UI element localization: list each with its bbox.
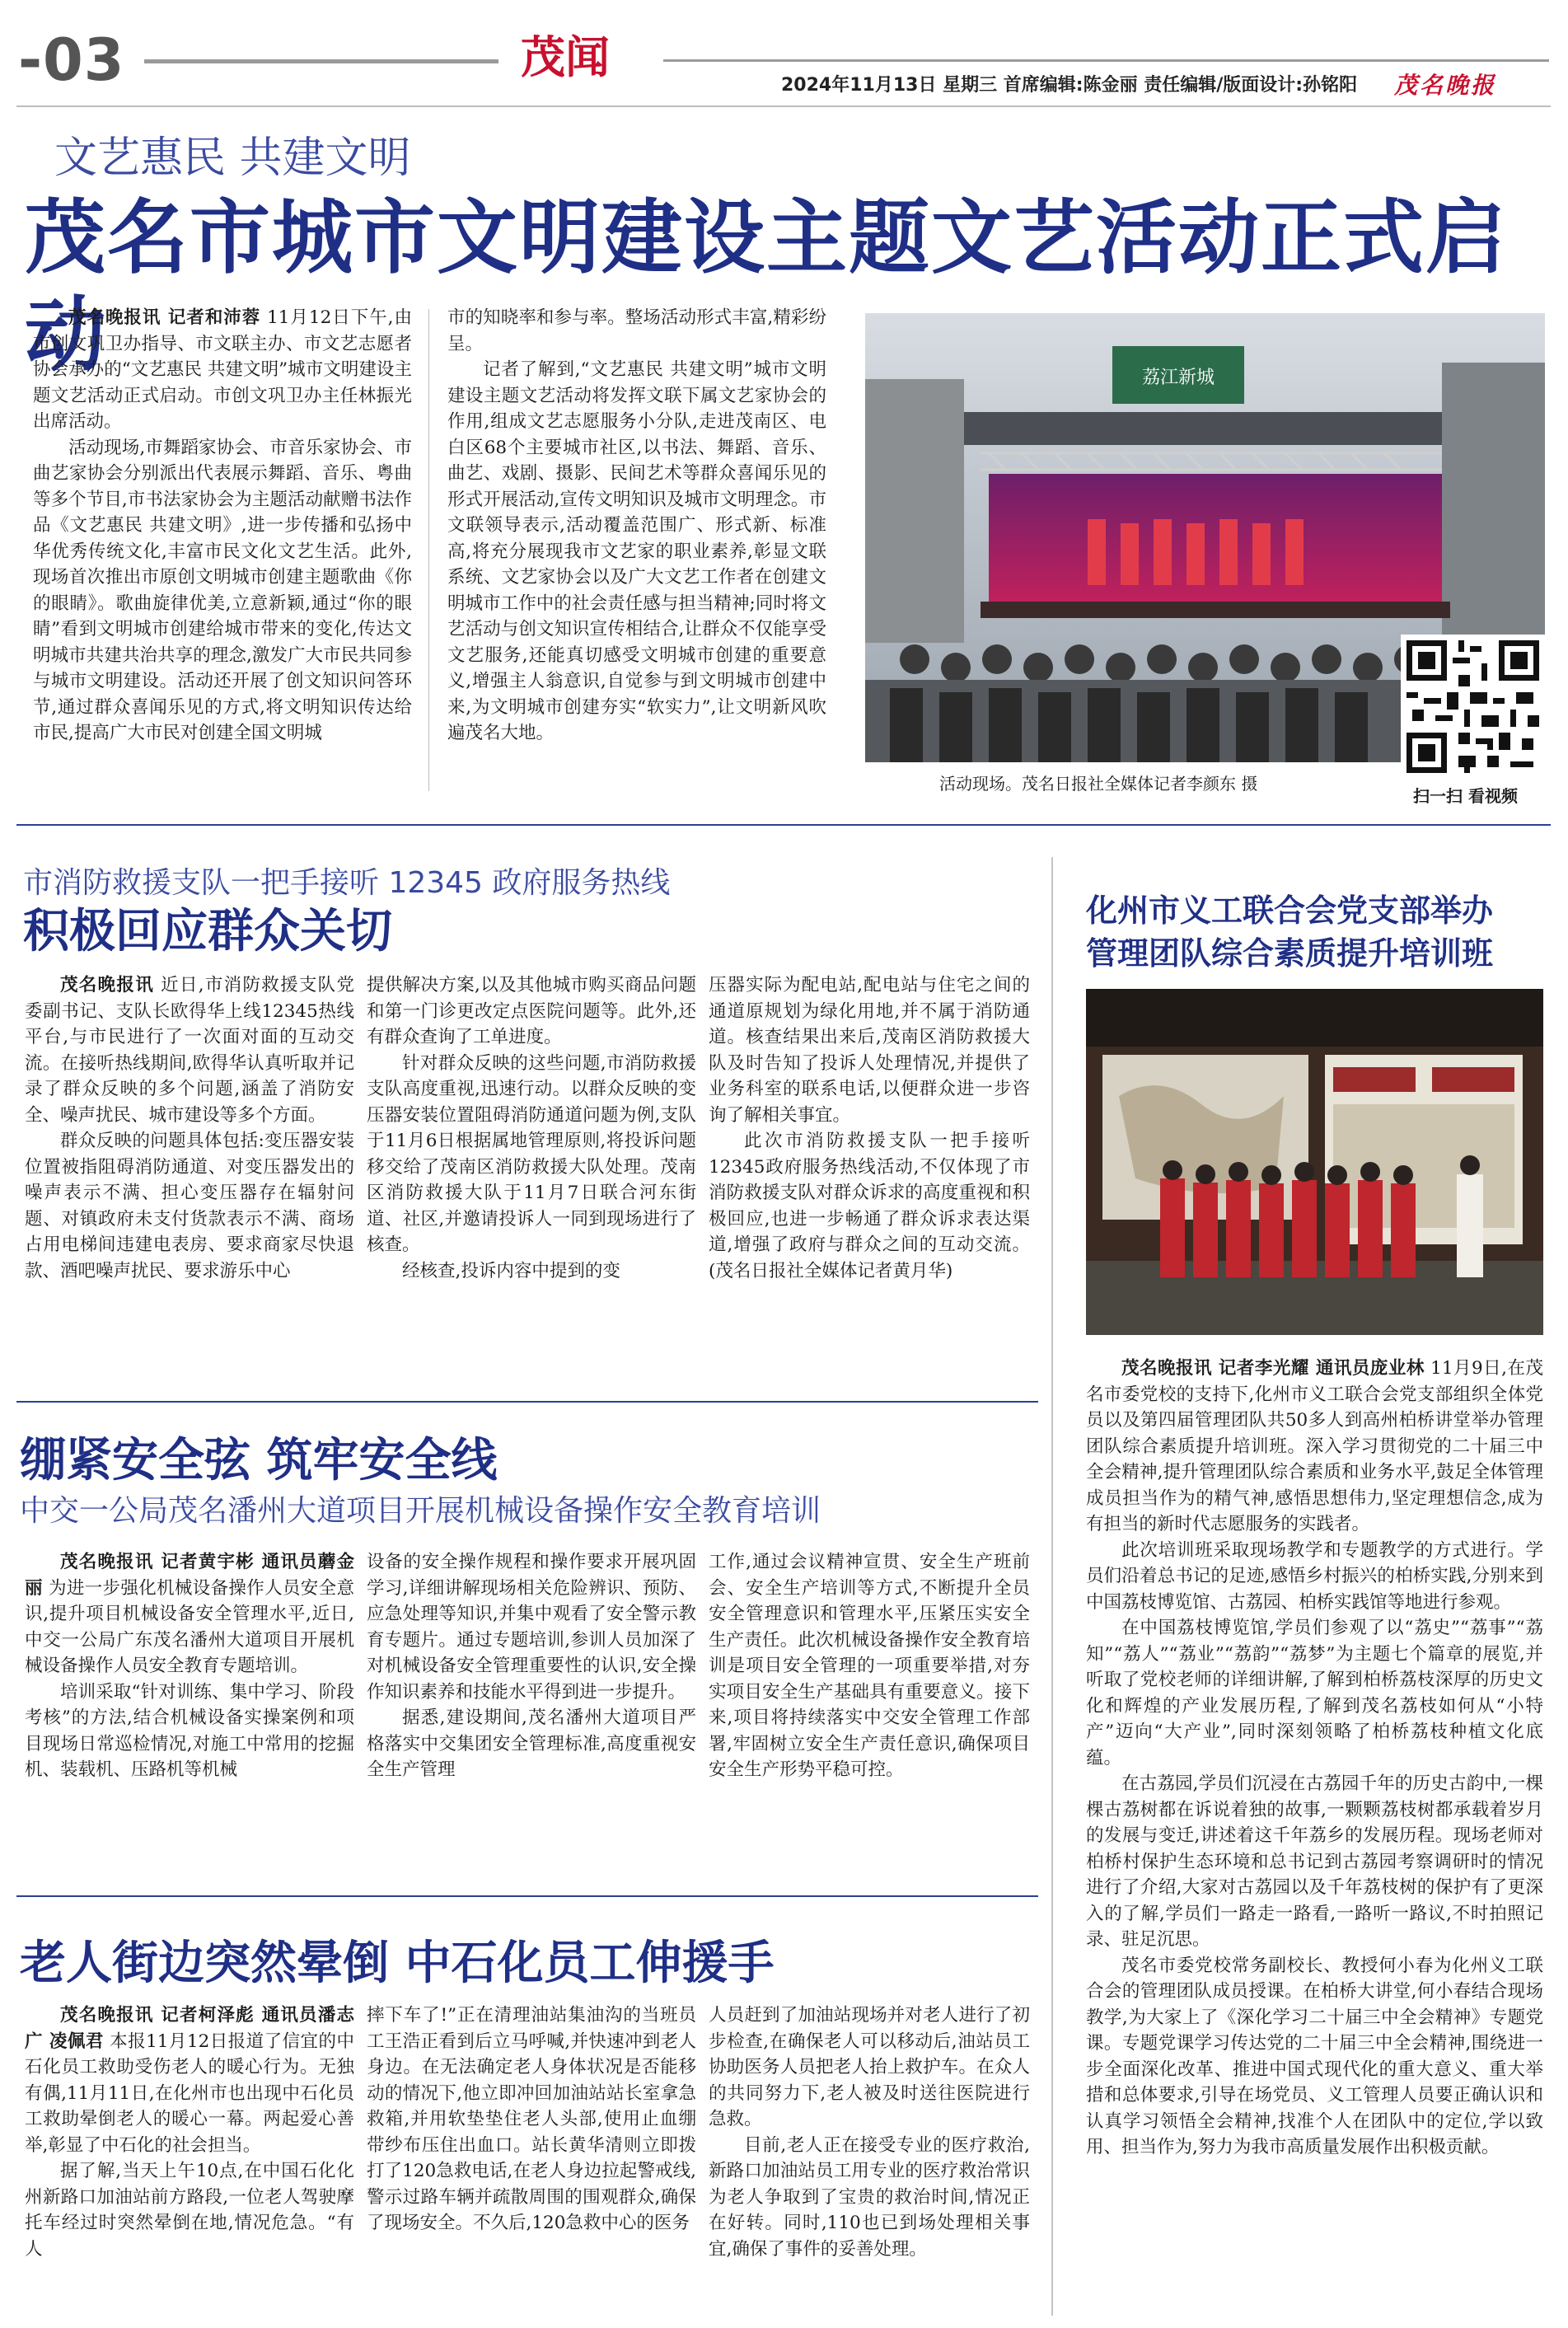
fire-col1 — [25, 972, 354, 1284]
rescue-headline: 老人街边突然晕倒 中石化员工伸援手 — [20, 1937, 775, 1990]
safety-col1-para — [25, 1549, 354, 1679]
exhibition-group-image — [1086, 989, 1543, 1335]
photo-banner: 荔江新城 — [1141, 368, 1215, 388]
rescue-col3-para — [709, 2002, 1030, 2133]
fire-bottom-rule — [16, 1401, 1038, 1403]
para-text: 摔下车了!”正在清理油站集油沟的当班员工王浩正看到后立马呼喊,并快速冲到老人身边。在无法确定老人身体状况是否能移动的情况下,他立即冲回加油站站长室拿急救箱,并用软垫垫住老人头部,使用止血绷带纱布压住出血口。站长黄华清则立即拨打了120急救电话,在老人身边拉起警戒线,警示过路车辆并疏散周围的围观群众,确保了现场安全。不久后,120急救中心的医务 — [367, 2005, 696, 2233]
byline: 茂名晚报讯 记者李光耀 通讯员庞业林 — [1121, 1358, 1425, 1379]
side-headline-line1: 化州市义工联合会党支部举办 — [1086, 892, 1494, 929]
side-body — [1086, 1356, 1543, 2161]
column-divider — [428, 309, 429, 791]
safety-headline: 绷紧安全弦 筑牢安全线 — [20, 1434, 498, 1487]
fire-col1-para — [25, 1128, 354, 1284]
fire-col2-para — [367, 972, 696, 1051]
lead-col2-para — [447, 305, 826, 357]
lead-col1-para — [33, 435, 412, 747]
fire-col3 — [709, 972, 1030, 1284]
para-text: 提供解决方案,以及其他城市购买商品问题和第一门诊更改定点医院问题等。此外,还有群众查询了工单进度。 — [367, 975, 696, 1047]
masthead-rule-right — [663, 59, 1549, 62]
qr-caption: 扫一扫 看视频 — [1413, 786, 1518, 806]
para-text: 茂名市委党校常务副校长、教授何小春为化州义工联合会的管理团队成员授课。在柏桥大讲堂,何小春结合现场教学,为大家上了《深化学习二十届三中全会精神》专题党课。专题党课学习传达党的二十届三中全会精神,围绕进一步全面深化改革、推进中国式现代化的重大意义、重大举措和总体要求,引导在场党员、义工管理人员要正确认识和认真学习领悟全会精神,找准个人在团队中的定位,学以致用、担当作为,努力为我市高质量发展作出积极贡献。 — [1086, 1955, 1543, 2157]
safety-col1-para — [25, 1679, 354, 1783]
safety-bottom-rule — [16, 1895, 1038, 1897]
side-para — [1086, 1356, 1543, 1538]
lead-col1-para — [33, 305, 412, 435]
para-text: 目前,老人正在接受专业的医疗救治,新路口加油站员工用专业的医疗救治常识为老人争取到了宝贵的救治时间,情况正在好转。同时,110也已到场处理相关事宜,确保了事件的妥善处理。 — [709, 2134, 1030, 2260]
fire-col3-para — [709, 1128, 1030, 1284]
rescue-col1-para — [25, 2002, 354, 2158]
para-text: 工作,通过会议精神宣贯、安全生产班前会、安全生产培训等方式,不断提升全员安全管理意识和管理水平,压紧压实安全生产责任。此次机械设备操作安全教育培训是项目安全管理的一项重要举措,对夯实项目安全生产基础具有重要意义。接下来,项目将持续落实中交安全管理工作部署,牢固树立安全生产责任意识,确保项目安全生产形势平稳可控。 — [709, 1552, 1030, 1780]
para-text: 人员赶到了加油站现场并对老人进行了初步检查,在确保老人可以移动后,油站员工协助医务人员把老人抬上救护车。在众人的共同努力下,老人被及时送往医院进行急救。 — [709, 2005, 1030, 2129]
rescue-col1-para — [25, 2158, 354, 2262]
rescue-col3 — [709, 2002, 1030, 2262]
para-text: 11月9日,在茂名市委党校的支持下,化州市义工联合会党支部组织全体党员以及第四届管理团队共50多人到高州柏桥讲堂举办管理团队综合素质提升培训班。深入学习贯彻党的二十届三中全会精神,提升管理团队综合素质和业务水平,鼓足全体管理成员担当作为的精气神,感悟思想伟力,坚定理想信念,成为有担当的新时代志愿服务的实践者。 — [1086, 1358, 1543, 1534]
masthead-rule-left — [144, 59, 498, 63]
side-para — [1086, 1538, 1543, 1616]
para-text: 群众反映的问题具体包括:变压器安装位置被指阻碍消防通道、对变压器发出的噪声表示不满、担心变压器存在辐射问题、对镇政府未支付货款表示不满、商场占用电梯间违建电表房、要求商家尽快退款、酒吧噪声扰民、要求游乐中心 — [25, 1131, 354, 1281]
para-text: 近日,市消防救援支队党委副书记、支队长欧得华上线12345热线平台,与市民进行了一次面对面的互动交流。在接听热线期间,欧得华认真听取并记录了群众反映的多个问题,涵盖了消防安全、噪声扰民、城市建设等多个方面。 — [25, 975, 354, 1126]
para-text: 活动现场,市舞蹈家协会、市音乐家协会、市曲艺家协会分别派出代表展示舞蹈、音乐、粤曲等多个节目,市书法家协会为主题活动献赠书法作品《文艺惠民 共建文明》,进一步传播和弘扬中华优秀传统文化,丰富市民文化文艺生活。此外,现场首次推出市原创文明城市创建主题歌曲《你的眼睛》。歌曲旋律优美,立意新颖,通过“你的眼睛”看到文明城市创建给城市带来的变化,传达文明城市共建共治共享的理念,激发广大市民共同参与城市文明建设。活动还开展了创文知识问答环节,通过群众喜闻乐见的方式,将文明知识传达给市民,提高广大市民对创建全国文明城 — [33, 437, 412, 743]
safety-col1 — [25, 1549, 354, 1783]
para-text: 本报11月12日报道了信宜的中石化员工救助受伤老人的暖心行为。无独有偶,11月11日,在化州市也出现中石化员工救助晕倒老人的暖心一幕。两起爱心善举,彰显了中石化的社会担当。 — [25, 2031, 354, 2156]
rescue-col3-para — [709, 2133, 1030, 2263]
para-text: 培训采取“针对训练、集中学习、阶段考核”的方法,结合机械设备实操案例和项目现场日常巡检情况,对施工中常用的挖掘机、装载机、压路机等机械 — [25, 1681, 354, 1780]
para-text: 据了解,当天上午10点,在中国石化化州新路口加油站前方路段,一位老人驾驶摩托车经过时突然晕倒在地,情况危急。“有人 — [25, 2161, 354, 2260]
lead-bottom-rule — [16, 824, 1551, 826]
byline: 茂名晚报讯 记者柯泽彪 通讯员潘志广 凌佩君 — [25, 2005, 354, 2052]
para-text: 经核查,投诉内容中提到的变 — [402, 1260, 620, 1281]
byline: 茂名晚报讯 记者黄宇彬 通讯员蘑金丽 — [25, 1552, 354, 1599]
para-text: 在古荔园,学员们沉浸在古荔园千年的历史古韵中,一棵棵古荔树都在诉说着独的故事,一颗颗荔枝树都承载着岁月的发展与变迁,讲述着这千年荔乡的发展历程。现场老师对柏桥村保护生态环境和总书记到古荔园考察调研时的情况进行了介绍,大家对古荔园以及千年荔枝树的保护有了更深入的了解,学员们一路走一路看,一路听一路议,不时拍照记录、驻足沉思。 — [1086, 1773, 1543, 1950]
side-para — [1086, 1615, 1543, 1771]
safety-col2-para — [367, 1549, 696, 1705]
para-text: 压器实际为配电站,配电站与住宅之间的通道原规划为绿化用地,并不属于消防通道。核查结果出来后,茂南区消防救援大队及时告知了投诉人处理情况,并提供了业务科室的联系电话,以便群众进一步咨询了解相关事宜。 — [709, 975, 1030, 1126]
fire-col2-para — [367, 1258, 696, 1285]
fire-col2 — [367, 972, 696, 1284]
rescue-col2-para — [367, 2002, 696, 2237]
side-headline-line2: 管理团队综合素质提升培训班 — [1086, 935, 1494, 972]
para-text: 11月12日下午,由市创文巩卫办指导、市文联主办、市文艺志愿者协会承办的“文艺惠民 共建文明”城市文明建设主题文艺活动正式启动。市创文巩卫办主任林振光出席活动。 — [33, 307, 412, 432]
para-text: 为进一步强化机械设备操作人员安全意识,提升项目机械设备安全管理水平,近日,中交一公局广东茂名潘州大道项目开展机械设备操作人员安全教育专题培训。 — [25, 1577, 354, 1676]
lead-kicker: 文艺惠民 共建文明 — [54, 133, 411, 183]
lead-col2-para — [447, 357, 826, 747]
side-para — [1086, 1771, 1543, 1953]
date-line: 2024年11月13日 星期三 首席编辑:陈金丽 责任编辑/版面设计:孙铭阳 — [781, 75, 1358, 96]
safety-col2-para — [367, 1705, 696, 1783]
paper-logo: 茂名晚报 — [1394, 72, 1497, 99]
section-label: 茂闻 — [521, 31, 610, 83]
page-number: -03 — [18, 26, 125, 94]
para-text: 据悉,建设期间,茂名潘州大道项目严格落实中交集团安全管理标准,高度重视安全生产管理 — [367, 1707, 696, 1780]
fire-col1-para — [25, 972, 354, 1128]
lead-col2 — [447, 305, 826, 747]
para-text: 此次市消防救援支队一把手接听12345政府服务热线活动,不仅体现了市消防救援支队对群众诉求的高度重视和积极回应,也进一步畅通了群众诉求表达渠道,增强了政府与群众之间的互动交流。(茂名日报社全媒体记者黄月华) — [709, 1131, 1030, 1281]
side-para — [1086, 1953, 1543, 2161]
fire-col2-para — [367, 1051, 696, 1258]
safety-col2 — [367, 1549, 696, 1783]
byline: 茂名晚报讯 — [60, 975, 154, 995]
fire-headline: 积极回应群众关切 — [23, 905, 392, 958]
qr-code[interactable] — [1401, 635, 1545, 779]
lead-headline: 茂名市城市文明建设主题文艺活动正式启动 — [25, 191, 1509, 382]
sidebar-divider — [1051, 857, 1053, 2316]
para-text: 在中国荔枝博览馆,学员们参观了以“荔史”“荔事”“荔知”“荔人”“荔业”“荔韵”“荔梦”为主题七个篇章的展览,并听取了党校老师的详细讲解,了解到柏桥荔枝深厚的历史文化和辉煌的产业发展历程,了解到茂名荔枝如何从“小特产”迈向“大产业”,同时深刻领略了柏桥荔枝种植文化底蕴。 — [1086, 1618, 1543, 1768]
qr-code-icon — [1401, 635, 1545, 779]
safety-col3 — [709, 1549, 1030, 1783]
fire-kicker: 市消防救援支队一把手接听 12345 政府服务热线 — [23, 866, 671, 900]
para-text: 市的知晓率和参与率。整场活动形式丰富,精彩纷呈。 — [447, 307, 826, 354]
para-text: 针对群众反映的这些问题,市消防救援支队高度重视,迅速行动。以群众反映的变压器安装位置阻碍消防通道问题为例,支队于11月6日根据属地管理原则,将投诉问题移交给了茂南区消防救援大队处理。茂南区消防救援大队于11月7日联合河东街道、社区,并邀请投诉人一同到现场进行了核查。 — [367, 1052, 696, 1255]
lead-col1 — [33, 305, 412, 747]
safety-col3-para — [709, 1549, 1030, 1783]
masthead-bottom-rule — [16, 105, 1551, 107]
para-text: 记者了解到,“文艺惠民 共建文明”城市文明建设主题文艺活动将发挥文联下属文艺家协会的作用,组成文艺志愿服务小分队,走进茂南区、电白区68个主要城市社区,以书法、舞蹈、音乐、曲艺、戏剧、摄影、民间艺术等群众喜闻乐见的形式开展活动,宣传文明知识及城市文明理念。市文联领导表示,活动覆盖范围广、形式新、标准高,将充分展现我市文艺家的职业素养,彰显文联系统、文艺家协会以及广大文艺工作者在创建文明城市工作中的社会责任感与担当精神;同时将文艺活动与创文知识宣传相结合,让群众不仅能享受文艺服务,还能真切感受文明城市创建的重要意义,增强主人翁意识,自觉参与到文明城市创建中来,为文明城市创建夯实“软实力”,让文明新风吹遍茂名大地。 — [447, 359, 826, 743]
rescue-col1 — [25, 2002, 354, 2262]
para-text: 设备的安全操作规程和操作要求开展巩固学习,详细讲解现场相关危险辨识、预防、应急处理等知识,并集中观看了安全警示教育专题片。通过专题培训,参训人员加深了对机械设备安全管理重要性的认识,安全操作知识素养和技能水平得到进一步提升。 — [367, 1552, 696, 1703]
byline: 茂名晚报讯 记者和沛蓉 — [68, 307, 261, 328]
side-photo — [1086, 989, 1543, 1335]
lead-photo-caption: 活动现场。茂名日报社全媒体记者李颜东 摄 — [939, 774, 1258, 794]
rescue-col2 — [367, 2002, 696, 2237]
fire-col3-para — [709, 972, 1030, 1128]
para-text: 此次培训班采取现场教学和专题教学的方式进行。学员们沿着总书记的足迹,感悟乡村振兴的柏桥实践,分别来到中国荔枝博览馆、古荔园、柏桥实践馆等地进行参观。 — [1086, 1539, 1543, 1613]
safety-subtitle: 中交一公局茂名潘州大道项目开展机械设备操作安全教育培训 — [20, 1494, 821, 1528]
